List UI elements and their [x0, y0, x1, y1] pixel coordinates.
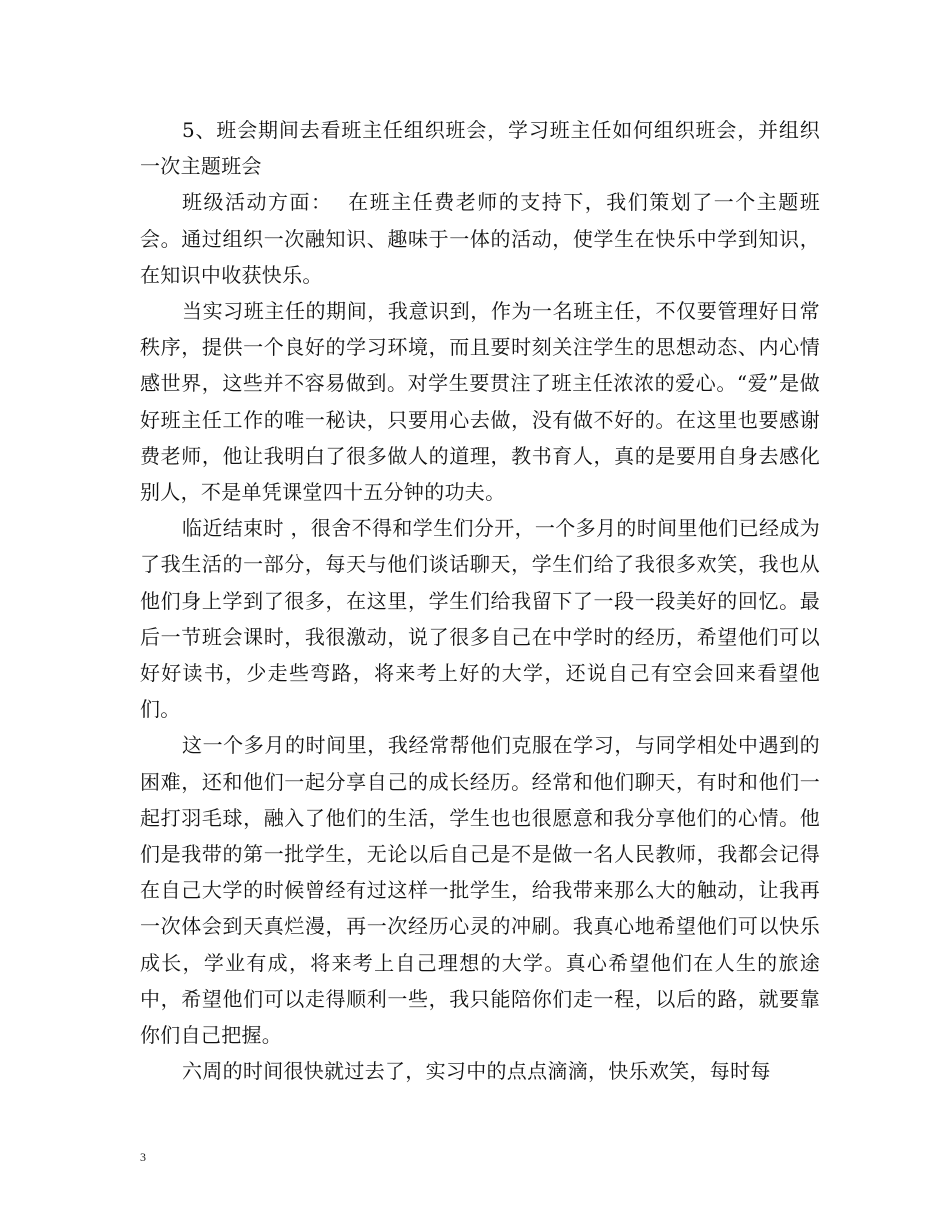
paragraph-farewell: 临近结束时 ，很舍不得和学生们分开，一个多月的时间里他们已经成为了我生活的一部分，每天与他们谈话聊天，学生们给了我很多欢笑，我也从他们身上学到了很多，在这里，学生们给我留下了一段一段美好的回忆。最后一节班会课时，我很激动，说了很多自己在中学时的经历，希望他们可以好好读书，少走些弯路，将来考上好的大学，还说自己有空会回来看望他们。 — [140, 516, 820, 722]
paragraph-class-meeting-item: 5、班会期间去看班主任组织班会，学习班主任如何组织班会，并组织一次主题班会 — [140, 118, 820, 179]
paragraph-head-teacher-reflection: 当实习班主任的期间，我意识到，作为一名班主任，不仅要管理好日常秩序，提供一个良好的学习环境，而且要时刻关注学生的思想动态、内心情感世界，这些并不容易做到。对学生要贯注了班主任浓浓的爱心。“爱”是做好班主任工作的唯一秘诀，只要用心去做，没有做不好的。在这里也要感谢费老师，他让我明白了很多做人的道理，教书育人，真的是要用自身去感化别人，不是单凭课堂四十五分钟的功夫。 — [140, 299, 820, 505]
paragraph-six-weeks: 六周的时间很快就过去了，实习中的点点滴滴，快乐欢笑，每时每 — [182, 1059, 771, 1084]
document-body — [140, 112, 820, 1089]
paragraph-month-with-students: 这一个多月的时间里，我经常帮他们克服在学习，与同学相处中遇到的困难，还和他们一起分享自己的成长经历。经常和他们聊天，有时和他们一起打羽毛球，融入了他们的生活，学生也也很愿意和我分享他们的心情。他们是我带的第一批学生，无论以后自己是不是做一名人民教师，我都会记得在自己大学的时候曾经有过这样一批学生，给我带来那么大的触动，让我再一次体会到天真烂漫，再一次经历心灵的冲刷。我真心地希望他们可以快乐成长，学业有成，将来考上自己理想的大学。真心希望他们在人生的旅途中，希望他们可以走得顺利一些，我只能陪你们走一程，以后的路，就要靠你们自己把握。 — [140, 733, 820, 1048]
paragraph-class-activities: 班级活动方面： 在班主任费老师的支持下，我们策划了一个主题班会。通过组织一次融知识、趣味于一体的活动，使学生在快乐中学到知识，在知识中收获快乐。 — [140, 190, 820, 287]
page-number: 3 — [140, 1150, 146, 1164]
